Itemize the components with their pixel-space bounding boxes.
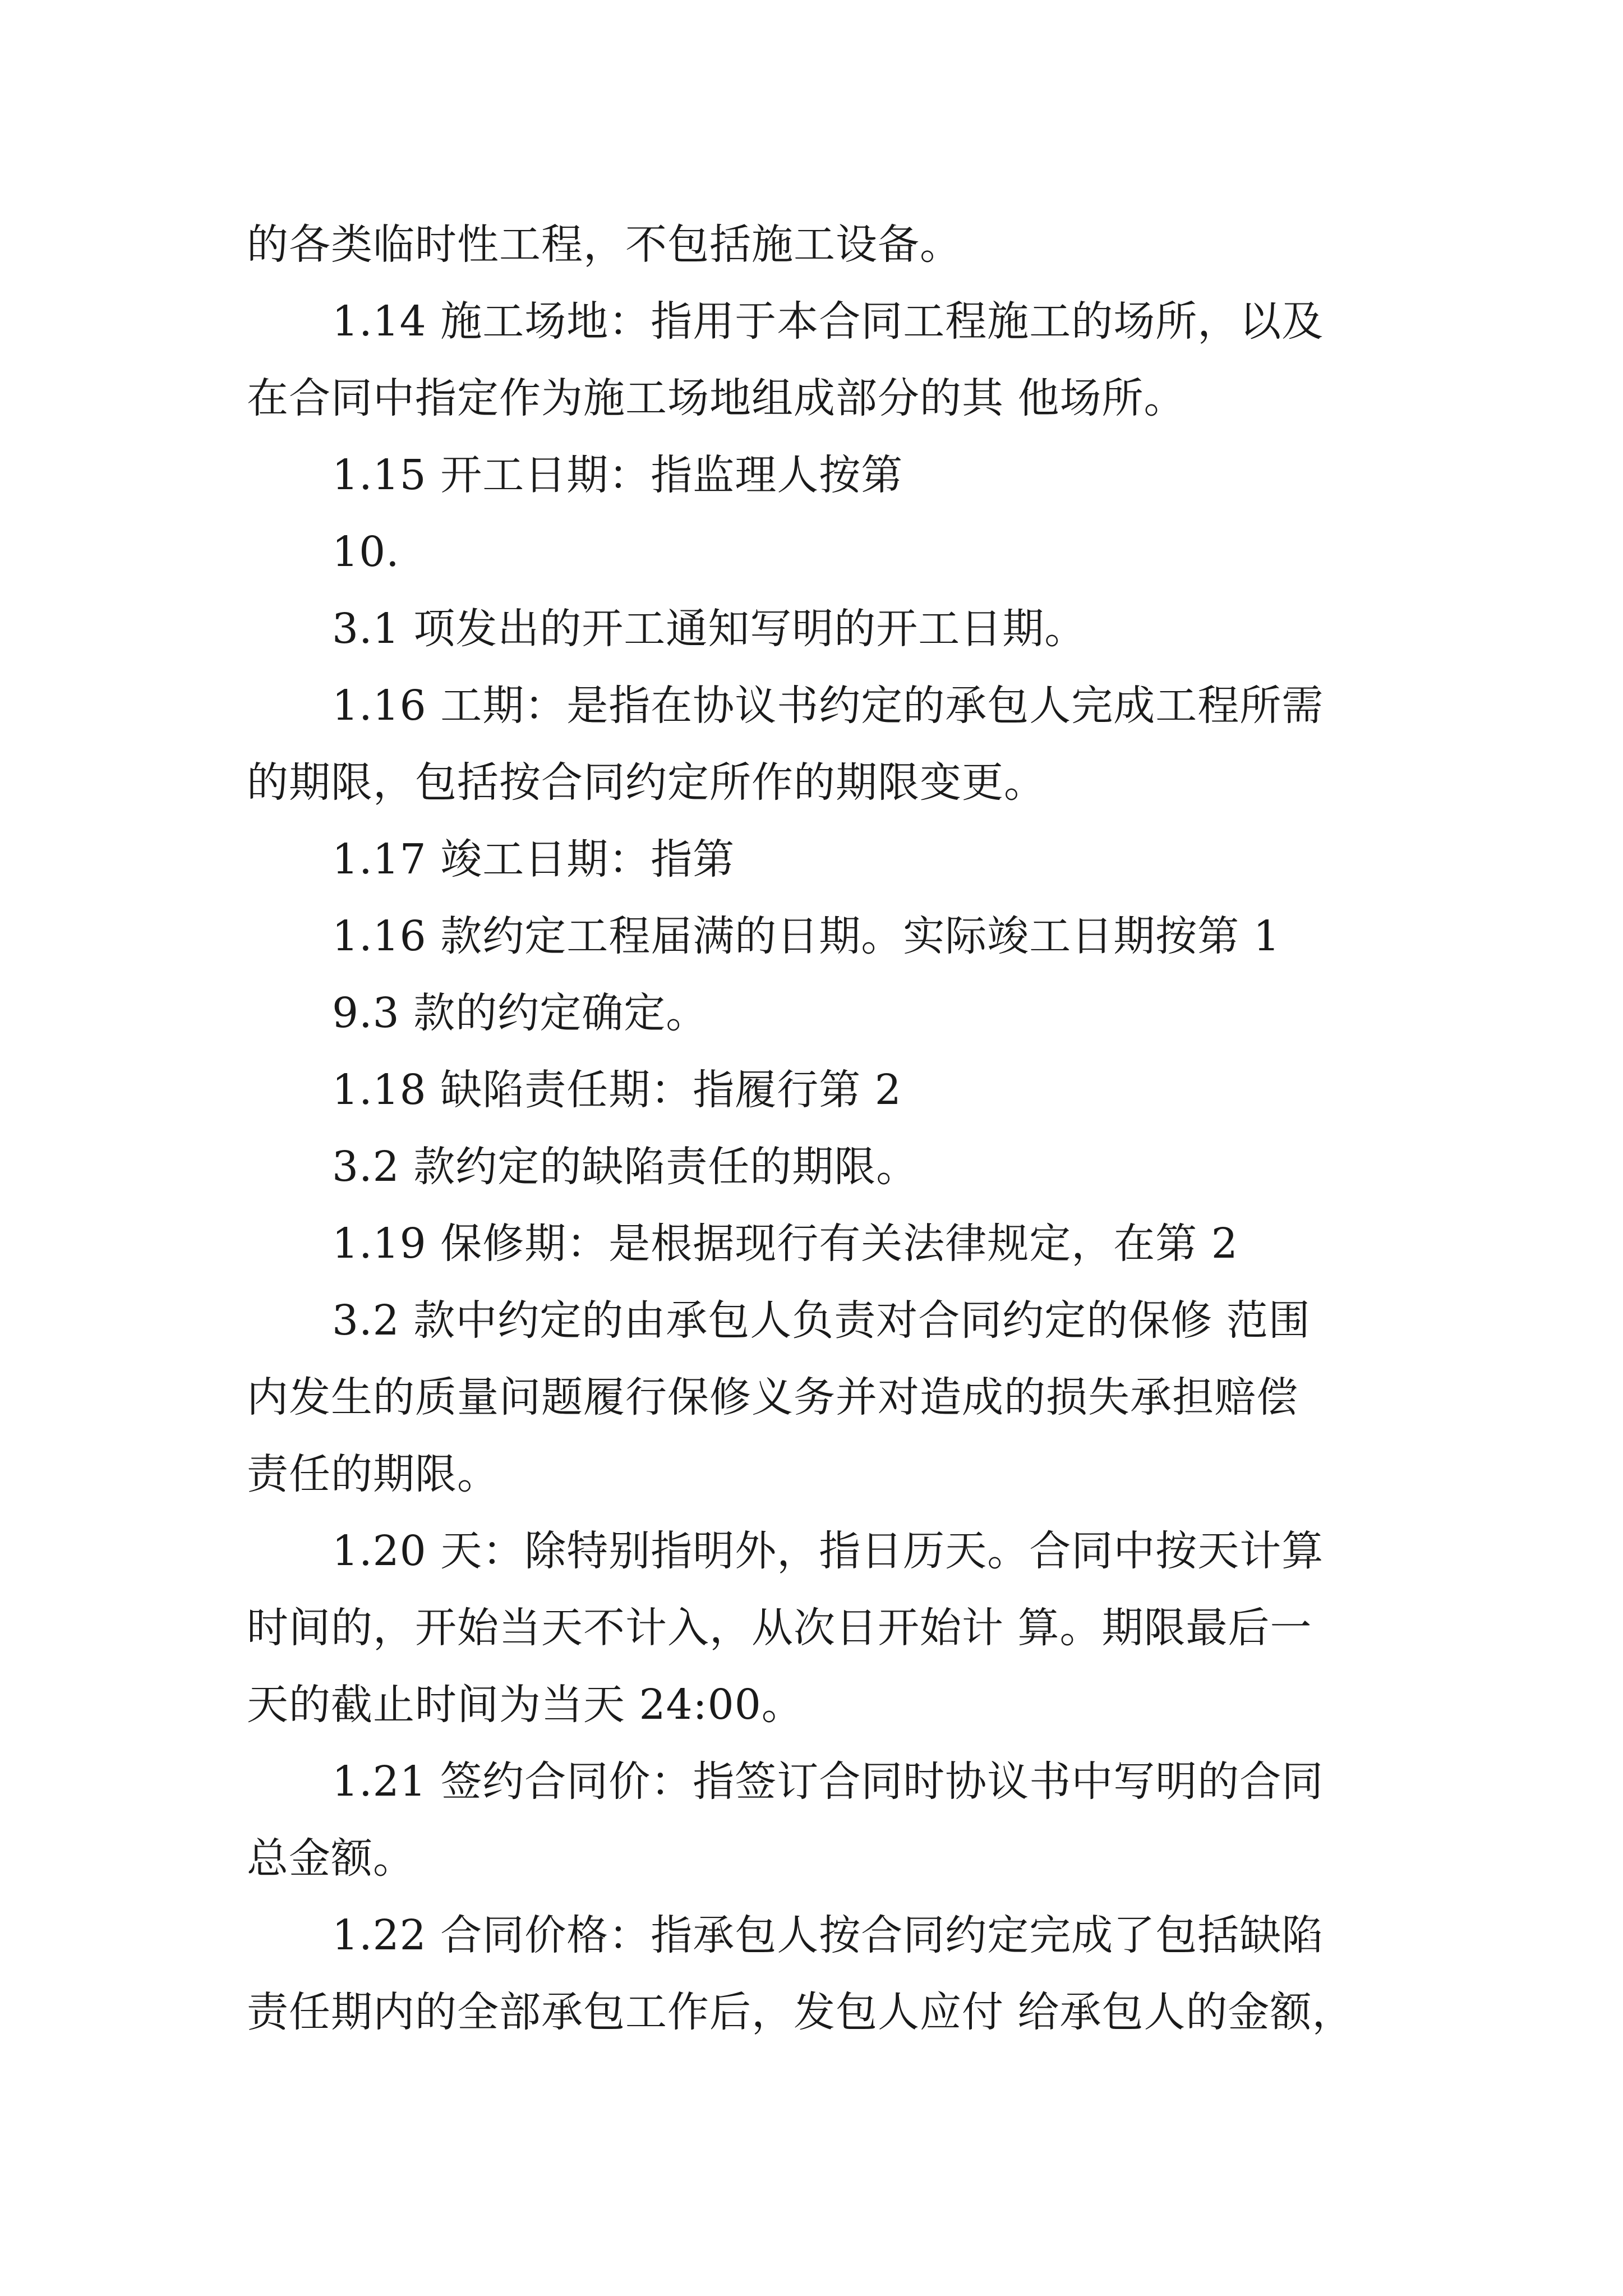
text-line: 责任的期限。 bbox=[247, 1450, 499, 1498]
text-line: 在合同中指定作为施工场地组成部分的其 他场所。 bbox=[247, 374, 1186, 422]
text-line: 9.3 款的约定确定。 bbox=[332, 989, 708, 1037]
text-line: 1.17 竣工日期：指第 bbox=[332, 835, 735, 884]
text-line: 总金额。 bbox=[247, 1834, 415, 1883]
text-line: 的期限，包括按合同约定所作的期限变更。 bbox=[247, 758, 1046, 807]
text-line: 1.16 款约定工程届满的日期。实际竣工日期按第 1 bbox=[332, 912, 1280, 960]
text-line: 1.21 签约合同价：指签订合同时协议书中写明的合同 bbox=[332, 1757, 1324, 1806]
text-line: 时间的，开始当天不计入，从次日开始计 算。期限最后一 bbox=[247, 1604, 1312, 1652]
text-line: 1.18 缺陷责任期：指履行第 2 bbox=[332, 1066, 902, 1114]
text-line: 3.2 款约定的缺陷责任的期限。 bbox=[332, 1143, 919, 1191]
text-line: 1.16 工期：是指在协议书约定的承包人完成工程所需 bbox=[332, 682, 1324, 730]
text-line: 天的截止时间为当天 24:00。 bbox=[247, 1681, 804, 1729]
text-line: 1.19 保修期：是根据现行有关法律规定，在第 2 bbox=[332, 1220, 1238, 1268]
text-line: 3.2 款中约定的由承包人负责对合同约定的保修 范围 bbox=[332, 1296, 1311, 1345]
text-line: 3.1 项发出的开工通知写明的开工日期。 bbox=[332, 605, 1087, 653]
text-line: 1.22 合同价格：指承包人按合同约定完成了包括缺陷 bbox=[332, 1911, 1324, 1959]
text-line: 1.14 施工场地：指用于本合同工程施工的场所，以及 bbox=[332, 297, 1324, 346]
text-line: 责任期内的全部承包工作后，发包人应付 给承包人的金额， bbox=[247, 1988, 1354, 2036]
text-line: 1.15 开工日期：指监理人按第 bbox=[332, 451, 903, 499]
text-line: 10. bbox=[332, 528, 400, 576]
text-line: 1.20 天：除特别指明外，指日历天。合同中按天计算 bbox=[332, 1527, 1324, 1575]
text-line: 的各类临时性工程，不包括施工设备。 bbox=[247, 220, 962, 269]
document-body bbox=[247, 206, 1391, 2051]
text-line: 内发生的质量问题履行保修义务并对造成的损失承担赔偿 bbox=[247, 1373, 1298, 1421]
